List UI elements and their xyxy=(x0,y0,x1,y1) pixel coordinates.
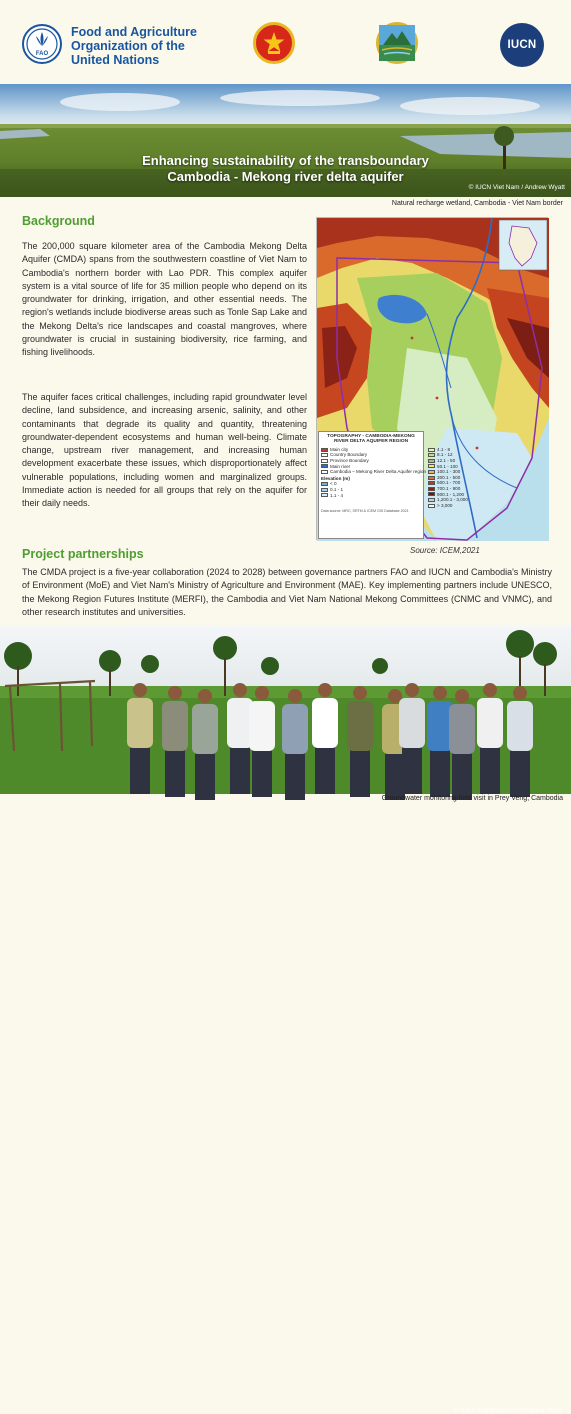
legend-swatch xyxy=(428,459,435,463)
person-head xyxy=(133,683,147,697)
legend-swatch xyxy=(321,448,328,452)
header xyxy=(0,0,571,84)
background-heading: Background xyxy=(22,214,95,228)
person-head xyxy=(455,689,469,703)
legend-label: 0.1 - 1 xyxy=(330,486,344,492)
legend-label: 50.1 - 100 xyxy=(437,463,458,469)
cambodia-ministry-emblem xyxy=(376,22,418,64)
person-legs xyxy=(252,749,272,797)
legend-swatch xyxy=(428,487,435,491)
legend-swatch xyxy=(428,476,435,480)
legend-title: TOPOGRAPHY - CAMBODIA-MEKONG RIVER DELTA AQUIFER REGION xyxy=(327,434,415,445)
legend-label: 900.1 - 1,200 xyxy=(437,491,465,497)
person-head xyxy=(483,683,497,697)
legend-swatch xyxy=(428,448,435,452)
legend-swatch xyxy=(428,481,435,485)
iucn-logo: IUCN xyxy=(500,23,544,67)
legend-entry xyxy=(321,493,426,499)
legend-label: > 3,000 xyxy=(437,502,453,508)
legend-swatch xyxy=(428,504,435,508)
field-photo-credit: © IUCN Cambodia / Puthkanha Vong xyxy=(453,1407,561,1414)
person-body xyxy=(507,701,533,751)
hero-caption: Natural recharge wetland, Cambodia - Viet Nam border xyxy=(391,200,563,207)
legend-label: Cambodia – Mekong River Delta Aquifer region xyxy=(330,469,427,475)
person-head xyxy=(168,686,182,700)
legend-swatch xyxy=(321,493,328,497)
background-paragraph-2: The aquifer faces critical challenges, including rapid groundwater level decline, land subsidence, and increasing arsenic, salinity, and other contaminants that degrade its quality and quantity, threatening groundwater-dependent ecosystems and human well-being. Climate change, upstream river management, and increasing human development exacerbate these issues, which disproportionately affect vulnerable populations, including women and marginalized groups. Immediate action is needed for all groups that rely on the aquifer for their daily needs. xyxy=(22,392,307,509)
person-head xyxy=(353,686,367,700)
person-legs xyxy=(230,746,250,794)
person-legs xyxy=(402,746,422,794)
legend-label: 12.1 - 50 xyxy=(437,458,456,463)
person-legs xyxy=(510,749,530,797)
person-legs xyxy=(130,746,150,794)
fao-logo xyxy=(22,24,62,64)
person-body xyxy=(249,701,275,751)
partnerships-text: The CMDA project is a five-year collaboration (2024 to 2028) between governance partners FAO and IUCN and Cambodia's Ministry of Environment (MoE) and Viet Nam's Ministry of Agriculture and Environment (MAE). Key implementing partners include UNESCO, the Mekong Region Futures Institute (MERFI), the Cambodia and Viet Nam National Mekong Committees (CNMC and VNMC), and other research institutes and universities. xyxy=(22,567,552,617)
legend-swatch xyxy=(321,464,328,468)
legend-elevation-label: Elevation (m) xyxy=(321,475,350,481)
person-legs xyxy=(315,746,335,794)
legend-label: 300.1 - 500 xyxy=(437,474,461,480)
person-head xyxy=(433,686,447,700)
person-head xyxy=(198,689,212,703)
person-head xyxy=(288,689,302,703)
hero-banner xyxy=(0,84,571,197)
field-visit-image xyxy=(0,626,571,794)
person-body xyxy=(282,704,308,754)
legend-label: 100.1 - 300 xyxy=(437,469,461,475)
legend-label: 500.1 - 700 xyxy=(437,480,461,486)
legend-swatch xyxy=(428,453,435,457)
hero-title-line-1: Enhancing sustainability of the transboundary xyxy=(142,153,429,168)
legend-label: 700.1 - 900 xyxy=(437,485,461,491)
partnerships-heading: Project partnerships xyxy=(22,547,144,561)
topography-map xyxy=(316,217,548,540)
person-legs xyxy=(285,752,305,800)
legend-label: 1.1 - 4 xyxy=(330,492,344,498)
legend-left-column xyxy=(321,447,426,509)
person-legs xyxy=(350,749,370,797)
background-paragraph-1: The 200,000 square kilometer area of the Cambodia Mekong Delta Aquifer (CMDA) spans from the southwestern coastline of Viet Nam to Cambodia's northern border with Lao PDR. This complex aquifer system is a vital source of life for 35 million people who depend on its groundwater for drinking, irrigation, and other essential needs. The region's wetlands include biodiverse areas such as Tonle Sap Lake and the Mekong Delta's rice landscapes and coastal mangroves, where groundwater is crucial in sustaining biodiversity, rice farming, and fishing livelihoods. xyxy=(22,241,307,358)
person-legs xyxy=(165,749,185,797)
person-head xyxy=(318,683,332,697)
legend-label: 4.1 - 8 xyxy=(437,446,451,452)
legend-swatch xyxy=(321,453,328,457)
legend-swatch xyxy=(428,492,435,496)
legend-swatch xyxy=(428,470,435,474)
legend-label: Province Boundary xyxy=(330,458,369,463)
field-photo-caption: Groundwater monitoring field visit in Prey Veng, Cambodia xyxy=(381,795,563,802)
person-legs xyxy=(452,752,472,800)
person-head xyxy=(255,686,269,700)
person-legs xyxy=(430,749,450,797)
legend-right-column xyxy=(428,447,468,509)
fao-name: Food and Agriculture Organization of the United Nations xyxy=(71,25,197,67)
hero-title-line-2: Cambodia - Mekong river delta aquifer xyxy=(167,169,404,184)
svg-text:FAO: FAO xyxy=(35,51,49,57)
legend-swatch xyxy=(321,459,328,463)
person-body xyxy=(399,698,425,748)
person-head xyxy=(513,686,527,700)
legend-swatch xyxy=(321,482,328,486)
person-body xyxy=(347,701,373,751)
legend-swatch xyxy=(321,470,328,474)
legend-entry xyxy=(321,469,426,475)
legend-swatch xyxy=(428,464,435,468)
legend-swatch xyxy=(428,498,435,502)
person-body xyxy=(162,701,188,751)
legend-label: Main city xyxy=(330,446,349,452)
hero-title xyxy=(0,153,571,185)
legend-label: Country Boundary xyxy=(330,452,368,458)
person-body xyxy=(312,698,338,748)
hero-photo-credit: © IUCN Viet Nam / Andrew Wyatt xyxy=(468,184,565,191)
legend-entry xyxy=(428,503,468,509)
person-head xyxy=(405,683,419,697)
legend-label: 1,200.1 - 3,000 xyxy=(437,497,468,503)
person-body xyxy=(449,704,475,754)
legend-swatch xyxy=(321,488,328,492)
person-body xyxy=(127,698,153,748)
legend-label: Main river xyxy=(330,463,351,469)
person-body xyxy=(477,698,503,748)
legend-label: < 0 xyxy=(330,481,337,487)
legend-columns xyxy=(321,446,468,509)
person-legs xyxy=(480,746,500,794)
person-head xyxy=(233,683,247,697)
legend-data-source: Data source: MRC, SRTM & ICEM GIS Database 2021 xyxy=(321,509,409,514)
map-legend xyxy=(318,431,468,539)
map-source: Source: ICEM,2021 xyxy=(410,546,480,555)
person-body xyxy=(192,704,218,754)
viet-nam-emblem xyxy=(253,22,295,64)
legend-label: 8.1 - 12 xyxy=(437,452,453,458)
person-legs xyxy=(195,752,215,800)
